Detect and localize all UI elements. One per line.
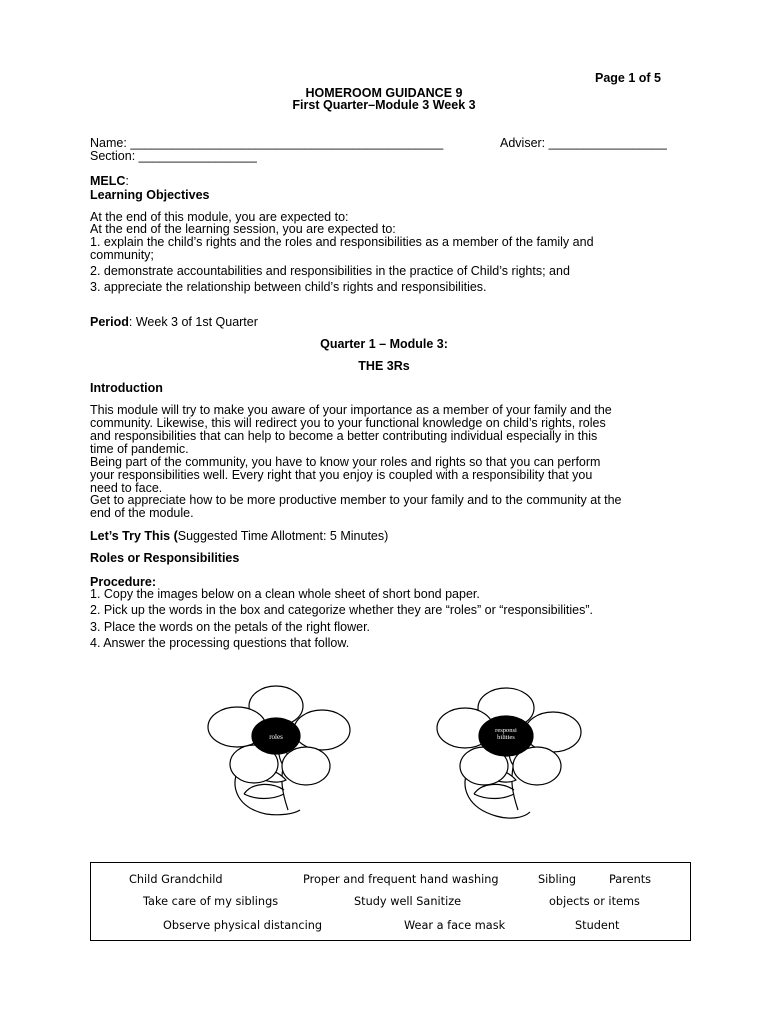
word-item: Study well Sanitize: [354, 895, 462, 908]
objectives-intro-2: At the end of the learning session, you are expected to:: [90, 222, 396, 236]
lets-try-label: Let’s Try This (: [90, 529, 178, 543]
word-item: Wear a face mask: [404, 919, 506, 932]
activity-heading: Roles or Responsibilities: [90, 551, 240, 565]
adviser-label: Adviser:: [500, 136, 546, 150]
right-flower-icon: [437, 688, 581, 818]
module-name: THE 3Rs: [358, 359, 410, 373]
intro-line: need to face.: [90, 481, 163, 495]
name-line: _____________________________________________: [130, 136, 444, 150]
introduction-heading: Introduction: [90, 381, 163, 395]
right-flower-label: responsi: [495, 727, 517, 734]
word-item: Sibling: [538, 873, 577, 886]
intro-line: and responsibilities that can help to become a better contributing individual especially in this: [90, 429, 598, 443]
section-label: Section:: [90, 149, 136, 163]
document-subtitle: First Quarter–Module 3 Week 3: [292, 98, 476, 112]
section-field[interactable]: [90, 150, 257, 164]
intro-line: This module will try to make you aware of your importance as a member of your family and the: [90, 403, 612, 417]
melc-heading: [90, 175, 129, 189]
document-title: HOMEROOM GUIDANCE 9: [305, 86, 463, 100]
left-flower-label: roles: [269, 733, 283, 741]
period-label: Period: [90, 315, 129, 329]
procedure-step: 1. Copy the images below on a clean whole sheet of short bond paper.: [90, 587, 480, 601]
lets-try-line: [90, 530, 388, 544]
section-line: _________________: [138, 149, 257, 163]
intro-line: Get to appreciate how to be more productive member to your family and to the community at the: [90, 493, 622, 507]
lets-try-value: Suggested Time Allotment: 5 Minutes): [177, 529, 389, 543]
module-title: Quarter 1 – Module 3:: [320, 337, 448, 351]
procedure-heading: Procedure:: [90, 575, 156, 589]
page-number: Page 1 of 5: [595, 71, 661, 85]
intro-line: end of the module.: [90, 506, 194, 520]
objective-item-1-cont: community;: [90, 248, 154, 262]
procedure-step: 4. Answer the processing questions that follow.: [90, 636, 350, 650]
word-item: objects or items: [549, 895, 640, 908]
objectives-intro-1: At the end of this module, you are expected to:: [90, 210, 349, 224]
intro-line: your responsibilities well. Every right that you enjoy is coupled with a responsibility that you: [90, 468, 593, 482]
word-box: [90, 862, 691, 941]
flowers-illustration: [0, 670, 768, 840]
adviser-line: _________________: [548, 136, 667, 150]
intro-line: community. Likewise, this will redirect you to your functional knowledge on child’s rights, roles: [90, 416, 606, 430]
adviser-field[interactable]: [500, 137, 667, 151]
word-item: Proper and frequent hand washing: [303, 873, 499, 886]
word-item: Parents: [609, 873, 652, 886]
left-flower-icon: [208, 686, 350, 815]
period-line: [90, 316, 258, 330]
word-item: Student: [575, 919, 620, 932]
objectives-heading: Learning Objectives: [90, 188, 210, 202]
name-label: Name:: [90, 136, 127, 150]
intro-line: Being part of the community, you have to know your roles and rights so that you can perform: [90, 455, 601, 469]
procedure-step: 2. Pick up the words in the box and categorize whether they are “roles” or “responsibilities”.: [90, 603, 594, 617]
word-item: Take care of my siblings: [143, 895, 279, 908]
word-item: Observe physical distancing: [163, 919, 323, 932]
procedure-step: 3. Place the words on the petals of the right flower.: [90, 620, 371, 634]
melc-label: MELC: [90, 174, 126, 188]
objective-item-2: 2. demonstrate accountabilities and responsibilities in the practice of Child’s rights; and: [90, 264, 570, 278]
intro-line: time of pandemic.: [90, 442, 189, 456]
objective-item-3: 3. appreciate the relationship between child’s rights and responsibilities.: [90, 280, 487, 294]
right-flower-label-2: bilities: [497, 734, 515, 741]
objective-item-1: 1. explain the child’s rights and the roles and responsibilities as a member of the family and: [90, 235, 594, 249]
period-value: : Week 3 of 1st Quarter: [128, 315, 258, 329]
melc-colon: :: [125, 174, 129, 188]
word-item: Child Grandchild: [129, 873, 223, 886]
